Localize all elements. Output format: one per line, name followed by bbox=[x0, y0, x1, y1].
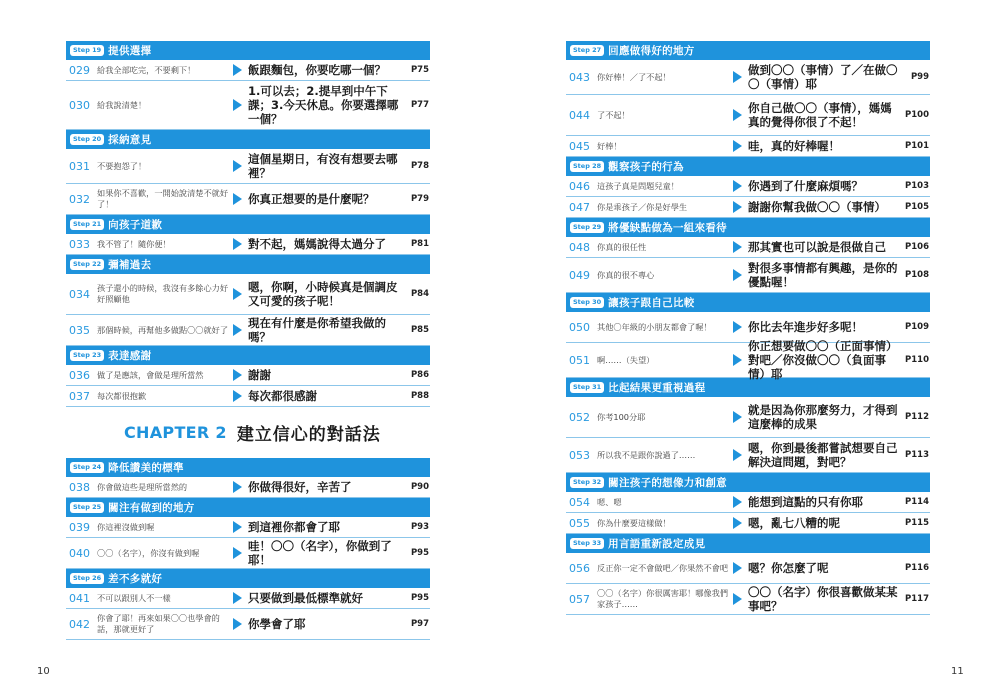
page-reference: P103 bbox=[905, 181, 929, 191]
arrow-right-icon bbox=[233, 618, 242, 630]
step-header bbox=[66, 215, 430, 234]
original-phrase: 〇〇（名字）你很厲害耶！哪像我們家孩子…… bbox=[597, 588, 729, 609]
step-header bbox=[66, 458, 430, 477]
step-header bbox=[66, 130, 430, 149]
original-phrase: 每次都很抱歉 bbox=[97, 390, 147, 401]
step-badge: Step 33 bbox=[570, 538, 604, 549]
original-phrase: 我不管了！隨你便！ bbox=[97, 238, 171, 249]
dialogue-row bbox=[566, 438, 930, 473]
dialogue-row bbox=[566, 584, 930, 615]
original-phrase: 好棒！ bbox=[597, 140, 622, 151]
entry-number: 051 bbox=[569, 353, 590, 367]
entry-number: 053 bbox=[569, 448, 590, 462]
arrow-right-icon bbox=[733, 593, 742, 605]
entry-number: 040 bbox=[69, 546, 90, 560]
improved-phrase: 就是因為你那麼努力，才得到這麼棒的成果 bbox=[748, 403, 898, 431]
chapter-title: 建立信心的對話法 bbox=[236, 425, 381, 445]
dialogue-row bbox=[66, 315, 430, 346]
arrow-right-icon bbox=[233, 99, 242, 111]
original-phrase: 如果你不喜歡，一開始說清楚不就好了！ bbox=[97, 188, 229, 209]
arrow-right-icon bbox=[733, 241, 742, 253]
step-header bbox=[566, 218, 930, 237]
arrow-right-icon bbox=[733, 354, 742, 366]
improved-phrase: 哇，真的好棒喔！ bbox=[748, 139, 840, 153]
original-phrase: 你會了耶！再來如果〇〇也學會的話，那就更好了 bbox=[97, 613, 220, 634]
left-steps-block-b bbox=[66, 458, 430, 640]
arrow-right-icon bbox=[233, 369, 242, 381]
step-badge: Step 22 bbox=[70, 259, 104, 270]
page-reference: P75 bbox=[410, 65, 429, 75]
dialogue-row bbox=[66, 386, 430, 407]
right-page-column bbox=[566, 41, 930, 615]
arrow-right-icon bbox=[233, 238, 242, 250]
original-phrase: 你考100分耶 bbox=[597, 411, 646, 422]
step-badge: Step 28 bbox=[570, 161, 604, 172]
dialogue-row bbox=[566, 513, 930, 534]
entry-number: 044 bbox=[569, 108, 590, 122]
original-phrase: 孩子還小的時候，我沒有多餘心力好好照顧他 bbox=[97, 283, 229, 304]
dialogue-row bbox=[566, 258, 930, 293]
page-reference: P93 bbox=[410, 522, 429, 532]
page-reference: P115 bbox=[905, 518, 929, 528]
dialogue-row bbox=[566, 95, 930, 136]
dialogue-row bbox=[66, 477, 430, 498]
page-reference: P108 bbox=[905, 270, 929, 280]
page-reference: P110 bbox=[905, 355, 929, 365]
original-phrase: 給我說清楚！ bbox=[97, 99, 147, 110]
step-header bbox=[566, 534, 930, 553]
step-header bbox=[566, 293, 930, 312]
original-phrase: 所以我不是跟你說過了…… bbox=[597, 449, 696, 460]
arrow-right-icon bbox=[733, 180, 742, 192]
step-header bbox=[566, 41, 930, 60]
improved-phrase: 嗯？你怎麼了呢 bbox=[748, 561, 829, 575]
entry-number: 033 bbox=[69, 237, 90, 251]
arrow-right-icon bbox=[233, 481, 242, 493]
entry-number: 029 bbox=[69, 63, 90, 77]
dialogue-row bbox=[566, 553, 930, 584]
step-title: 表達感謝 bbox=[108, 350, 152, 362]
improved-phrase: 每次都很感謝 bbox=[248, 389, 317, 403]
step-badge: Step 25 bbox=[70, 502, 104, 513]
page-number-left: 10 bbox=[37, 666, 50, 677]
entry-number: 042 bbox=[69, 617, 90, 631]
improved-phrase: 對不起，媽媽說得太過分了 bbox=[248, 237, 386, 251]
step-badge: Step 23 bbox=[70, 350, 104, 361]
step-title: 差不多就好 bbox=[108, 573, 163, 585]
step-badge: Step 30 bbox=[570, 297, 604, 308]
page-reference: P109 bbox=[905, 322, 929, 332]
arrow-right-icon bbox=[733, 517, 742, 529]
page-reference: P101 bbox=[905, 141, 929, 151]
step-badge: Step 26 bbox=[70, 573, 104, 584]
improved-phrase: 你遇到了什麼麻煩嗎？ bbox=[748, 179, 863, 193]
entry-number: 037 bbox=[69, 389, 90, 403]
improved-phrase: 飯跟麵包，你要吃哪一個？ bbox=[248, 63, 386, 77]
dialogue-row bbox=[66, 184, 430, 215]
step-badge: Step 27 bbox=[570, 45, 604, 56]
improved-phrase: 你做得很好，辛苦了 bbox=[248, 480, 352, 494]
entry-number: 047 bbox=[569, 200, 590, 214]
dialogue-row bbox=[66, 149, 430, 184]
improved-phrase: 你自己做〇〇（事情），媽媽真的覺得你很了不起！ bbox=[748, 101, 892, 129]
improved-phrase: 只要做到最低標準就好 bbox=[248, 591, 363, 605]
dialogue-row bbox=[66, 538, 430, 569]
arrow-right-icon bbox=[233, 160, 242, 172]
original-phrase: 做了是應該，會做是理所當然 bbox=[97, 369, 204, 380]
original-phrase: 啊……（失望） bbox=[597, 354, 655, 365]
page-reference: P88 bbox=[410, 391, 429, 401]
entry-number: 055 bbox=[569, 516, 590, 530]
page-reference: P114 bbox=[905, 497, 929, 507]
right-steps-block bbox=[566, 41, 930, 615]
arrow-right-icon bbox=[233, 64, 242, 76]
page-reference: P95 bbox=[410, 593, 429, 603]
entry-number: 052 bbox=[569, 410, 590, 424]
improved-phrase: 你比去年進步好多呢！ bbox=[748, 320, 863, 334]
arrow-right-icon bbox=[233, 324, 242, 336]
page-reference: P116 bbox=[905, 563, 929, 573]
original-phrase: 給我全部吃完，不要剩下！ bbox=[97, 64, 196, 75]
chapter-heading bbox=[66, 407, 430, 458]
original-phrase: 你是乖孩子／你是好學生 bbox=[597, 201, 688, 212]
original-phrase: 反正你一定不會做吧／你果然不會吧 bbox=[597, 562, 729, 573]
page-reference: P79 bbox=[410, 194, 429, 204]
page-reference: P99 bbox=[910, 72, 929, 82]
page-reference: P81 bbox=[410, 239, 429, 249]
dialogue-row bbox=[66, 234, 430, 255]
step-title: 提供選擇 bbox=[108, 45, 152, 57]
entry-number: 045 bbox=[569, 139, 590, 153]
improved-phrase: 嗯，你啊，小時候真是個調皮又可愛的孩子呢！ bbox=[248, 280, 398, 308]
entry-number: 050 bbox=[569, 320, 590, 334]
entry-number: 035 bbox=[69, 323, 90, 337]
original-phrase: 你會做這些是理所當然的 bbox=[97, 481, 188, 492]
improved-phrase: 1.可以去；2.提早到中午下課；3.今天休息。你要選擇哪一個？ bbox=[248, 84, 399, 126]
dialogue-row bbox=[566, 176, 930, 197]
page-reference: P100 bbox=[905, 110, 929, 120]
original-phrase: 其他〇年級的小朋友都會了喔！ bbox=[597, 321, 712, 332]
original-phrase: 你這裡沒做到喔 bbox=[97, 521, 155, 532]
dialogue-row bbox=[66, 60, 430, 81]
entry-number: 054 bbox=[569, 495, 590, 509]
step-badge: Step 24 bbox=[70, 462, 104, 473]
entry-number: 049 bbox=[569, 268, 590, 282]
arrow-right-icon bbox=[233, 288, 242, 300]
dialogue-row bbox=[66, 609, 430, 640]
dialogue-row bbox=[566, 60, 930, 95]
improved-phrase: 這個星期日，有沒有想要去哪裡？ bbox=[248, 152, 398, 180]
page-reference: P86 bbox=[410, 370, 429, 380]
step-badge: Step 31 bbox=[570, 382, 604, 393]
improved-phrase: 你真正想要的是什麼呢？ bbox=[248, 192, 375, 206]
original-phrase: 嗯、嗯 bbox=[597, 496, 622, 507]
page-reference: P95 bbox=[410, 548, 429, 558]
step-header bbox=[66, 498, 430, 517]
dialogue-row bbox=[66, 517, 430, 538]
original-phrase: 不可以跟別人不一樣 bbox=[97, 592, 171, 603]
step-title: 比起結果更重視過程 bbox=[608, 382, 706, 394]
entry-number: 034 bbox=[69, 287, 90, 301]
entry-number: 046 bbox=[569, 179, 590, 193]
original-phrase: 你真的很不專心 bbox=[597, 269, 655, 280]
improved-phrase: 〇〇（名字）你很喜歡做某某事吧？ bbox=[748, 585, 898, 613]
original-phrase: 〇〇（名字），你沒有做到喔 bbox=[97, 547, 200, 558]
page-reference: P97 bbox=[410, 619, 429, 629]
arrow-right-icon bbox=[233, 592, 242, 604]
left-page-column bbox=[66, 41, 430, 640]
step-badge: Step 32 bbox=[570, 477, 604, 488]
arrow-right-icon bbox=[733, 562, 742, 574]
arrow-right-icon bbox=[733, 449, 742, 461]
arrow-right-icon bbox=[733, 269, 742, 281]
entry-number: 031 bbox=[69, 159, 90, 173]
page-reference: P77 bbox=[410, 100, 429, 110]
page-reference: P90 bbox=[410, 482, 429, 492]
improved-phrase: 你正想要做〇〇（正面事情）對吧／你沒做〇〇（負面事情）耶 bbox=[748, 339, 898, 381]
page-reference: P112 bbox=[905, 412, 929, 422]
improved-phrase: 嗯，你到最後都嘗試想要自己解決這問題，對吧？ bbox=[748, 441, 898, 469]
page-number-right: 11 bbox=[951, 666, 964, 677]
step-header bbox=[66, 569, 430, 588]
step-title: 採納意見 bbox=[108, 134, 152, 146]
improved-phrase: 現在有什麼是你希望我做的嗎？ bbox=[248, 316, 386, 344]
arrow-right-icon bbox=[733, 411, 742, 423]
original-phrase: 你為什麼要這樣做！ bbox=[597, 517, 671, 528]
improved-phrase: 能想到這點的只有你耶 bbox=[748, 495, 863, 509]
improved-phrase: 那其實也可以說是很做自己 bbox=[748, 240, 886, 254]
entry-number: 057 bbox=[569, 592, 590, 606]
dialogue-row bbox=[566, 197, 930, 218]
dialogue-row bbox=[566, 397, 930, 438]
improved-phrase: 你學會了耶 bbox=[248, 617, 306, 631]
step-title: 彌補過去 bbox=[108, 259, 152, 271]
entry-number: 032 bbox=[69, 192, 90, 206]
improved-phrase: 到這裡你都會了耶 bbox=[248, 520, 340, 534]
page-reference: P84 bbox=[410, 289, 429, 299]
page-reference: P113 bbox=[905, 450, 929, 460]
step-title: 觀察孩子的行為 bbox=[608, 161, 684, 173]
dialogue-row bbox=[66, 365, 430, 386]
dialogue-row bbox=[566, 339, 930, 381]
step-title: 回應做得好的地方 bbox=[608, 45, 695, 57]
arrow-right-icon bbox=[233, 193, 242, 205]
original-phrase: 不要抱怨了！ bbox=[97, 160, 147, 171]
arrow-right-icon bbox=[733, 71, 742, 83]
step-title: 用言語重新設定成見 bbox=[608, 538, 706, 550]
entry-number: 041 bbox=[69, 591, 90, 605]
step-header bbox=[66, 41, 430, 60]
step-badge: Step 21 bbox=[70, 219, 104, 230]
page-reference: P117 bbox=[905, 594, 929, 604]
dialogue-row bbox=[566, 492, 930, 513]
page-reference: P85 bbox=[410, 325, 429, 335]
arrow-right-icon bbox=[733, 140, 742, 152]
arrow-right-icon bbox=[733, 496, 742, 508]
arrow-right-icon bbox=[233, 390, 242, 402]
entry-number: 039 bbox=[69, 520, 90, 534]
step-badge: Step 19 bbox=[70, 45, 104, 56]
step-header bbox=[566, 473, 930, 492]
step-title: 降低讚美的標準 bbox=[108, 462, 184, 474]
improved-phrase: 嗯，亂七八糟的呢 bbox=[748, 516, 840, 530]
dialogue-row bbox=[66, 588, 430, 609]
step-title: 將優缺點做為一組來看待 bbox=[608, 222, 727, 234]
arrow-right-icon bbox=[233, 547, 242, 559]
arrow-right-icon bbox=[733, 109, 742, 121]
improved-phrase: 謝謝 bbox=[248, 368, 271, 382]
arrow-right-icon bbox=[233, 521, 242, 533]
original-phrase: 你真的很任性 bbox=[597, 241, 647, 252]
arrow-right-icon bbox=[733, 201, 742, 213]
dialogue-row bbox=[66, 81, 430, 130]
entry-number: 030 bbox=[69, 98, 90, 112]
entry-number: 043 bbox=[569, 70, 590, 84]
step-title: 關注有做到的地方 bbox=[108, 502, 195, 514]
step-header bbox=[66, 346, 430, 365]
entry-number: 056 bbox=[569, 561, 590, 575]
chapter-label: CHAPTER 2 bbox=[124, 423, 227, 442]
step-badge: Step 29 bbox=[570, 222, 604, 233]
step-title: 讓孩子跟自己比較 bbox=[608, 297, 695, 309]
dialogue-row bbox=[66, 274, 430, 315]
entry-number: 036 bbox=[69, 368, 90, 382]
left-steps-block-a bbox=[66, 41, 430, 407]
step-badge: Step 20 bbox=[70, 134, 104, 145]
improved-phrase: 對很多事情都有興趣，是你的優點喔！ bbox=[748, 261, 898, 289]
dialogue-row bbox=[566, 136, 930, 157]
page-reference: P106 bbox=[905, 242, 929, 252]
original-phrase: 你好棒！／了不起！ bbox=[597, 71, 671, 82]
dialogue-row bbox=[566, 237, 930, 258]
arrow-right-icon bbox=[733, 321, 742, 333]
improved-phrase: 哇！〇〇（名字），你做到了耶！ bbox=[248, 539, 392, 567]
original-phrase: 那個時候，再幫他多做點〇〇就好了 bbox=[97, 324, 229, 335]
original-phrase: 了不起！ bbox=[597, 109, 630, 120]
entry-number: 048 bbox=[569, 240, 590, 254]
improved-phrase: 做到〇〇（事情）了／在做〇〇（事情）耶 bbox=[748, 63, 898, 91]
improved-phrase: 謝謝你幫我做〇〇（事情） bbox=[748, 200, 886, 214]
step-header bbox=[566, 157, 930, 176]
entry-number: 038 bbox=[69, 480, 90, 494]
step-title: 向孩子道歉 bbox=[108, 219, 163, 231]
page-reference: P78 bbox=[410, 161, 429, 171]
page-reference: P105 bbox=[905, 202, 929, 212]
original-phrase: 這孩子真是問題兒童！ bbox=[597, 180, 679, 191]
step-title: 關注孩子的想像力和創意 bbox=[608, 477, 727, 489]
step-header bbox=[66, 255, 430, 274]
